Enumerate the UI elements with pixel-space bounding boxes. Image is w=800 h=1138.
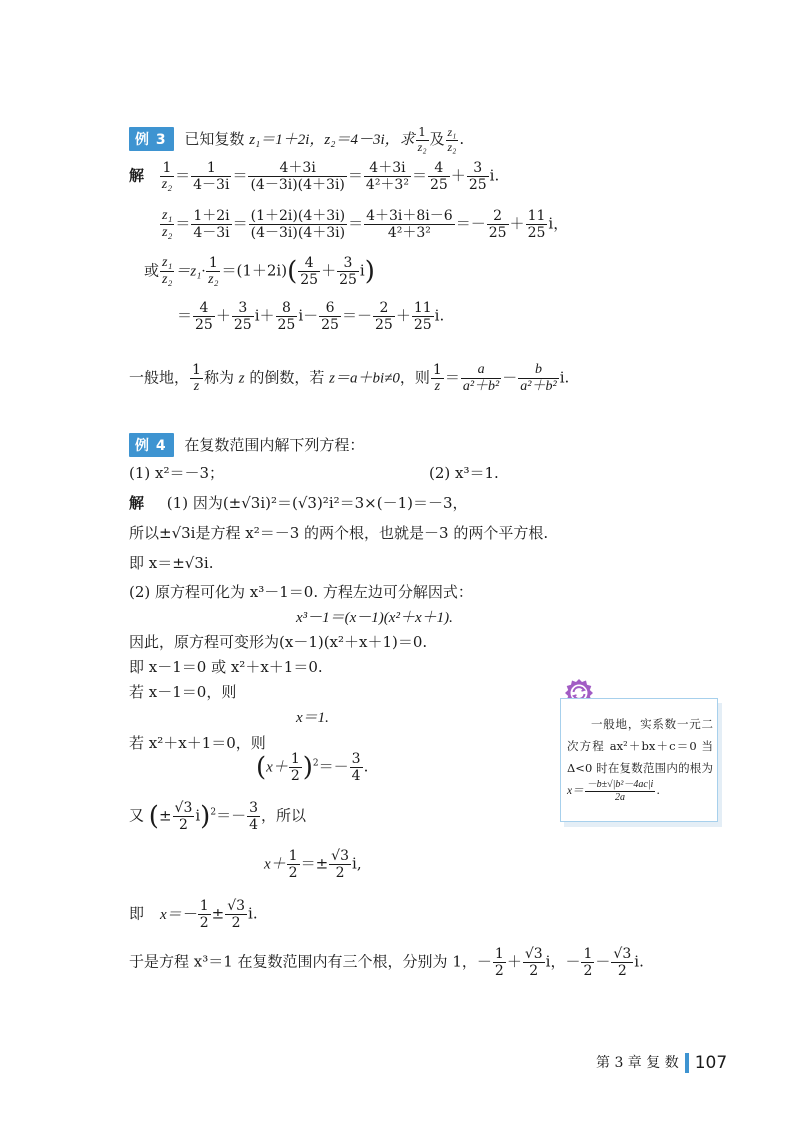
solve-label: 解 <box>129 166 145 185</box>
solution-line-6: 因此，原方程可变形为(x－1)(x²＋x＋1)＝0. <box>129 633 428 651</box>
solution-line-1: 解 (1) 因为(±√3i)²＝(√3)²i²＝3×(－1)＝－3， <box>129 494 468 512</box>
question-2: (2) x³＝1. <box>429 464 499 482</box>
solution-line-10: 若 x²＋x＋1＝0，则 <box>129 734 266 752</box>
example-4-badge: 例 4 <box>129 433 174 457</box>
footer-bar <box>685 1053 689 1073</box>
side-note: 一般地，实系数一元二次方程 ax²＋bx＋c＝0 当 Δ<0 时在复数范围内的根为 x＝ $\frac{\text{－b±√|b²－4ac|i}}{2a}$ . <box>560 698 718 822</box>
solution-line-4: (2) 原方程可化为 x³－1＝0. 方程左边可分解因式： <box>129 583 473 601</box>
general-statement: 一般地， $\frac{1}{z}$ 称为 z 的倒数，若 z＝a＋bi≠0，则 $\frac{1}{z}$ ＝ $\frac{a}{\text{a²＋b²}}$ － $\frac{b}{\text{a²＋b²}}$ i. <box>129 362 570 395</box>
conclusion: 于是方程 x³＝1 在复数范围内有三个根，分别为 1，－ $\frac{1}{2}$ ＋ $\frac{√3}{2}$ i，－ $\frac{1}{2}$ － $\frac{√3}{2}$ i. <box>129 946 644 980</box>
solution-line-14: 即 x＝－ $\frac{1}{2}$ ± $\frac{√3}{2}$ i. <box>129 898 258 932</box>
side-note-text: 一般地，实系数一元二次方程 ax²＋bx＋c＝0 当 Δ<0 时在复数范围内的根为 <box>567 717 713 775</box>
question-1: (1) x²＝－3； <box>129 464 225 482</box>
solution-line-12: 又 (± $\frac{√3}{2}$ i)$^2$＝－ $\frac{3}{4}$ ，所以 <box>129 800 307 834</box>
example-3-line-4: ＝ $\frac{4}{25}$ ＋ $\frac{3}{25}$ i＋ $\frac{8}{25}$ i－ $\frac{6}{25}$ ＝－ $\frac{2}{25}$ ＋ $\frac{11}{25}$ i. <box>177 300 445 334</box>
example-3-badge: 例 3 <box>129 127 174 151</box>
solution-line-8: 若 x－1＝0，则 <box>129 683 237 701</box>
solution-line-7: 即 x－1＝0 或 x²＋x＋1＝0. <box>129 658 323 676</box>
solution-line-9: x＝1. <box>296 710 329 726</box>
example-3-line-1: 解 $\frac{1}{\text{z₂}}$ ＝ $\frac{1}{4-3i}$ ＝ $\frac{4+3i}{(4-3i)(4+3i)}$ ＝ $\frac{4+3i}{\text{4²＋3²}}$ ＝ $\frac{4}{25}$ ＋ $\frac{3}{25}$ i. <box>129 160 500 194</box>
example-4-header <box>129 433 364 457</box>
example-3-line-3: 或 $\frac{\text{z₁}}{\text{z₂}}$ ＝z₁· $\frac{1}{\text{z₂}}$ ＝(1＋2i)( $\frac{4}{25}$ ＋ $\frac{3}{25}$ i) <box>144 255 375 289</box>
example-3-statement: 已知复数 z₁＝1＋2i，z₂＝4－3i，求 $\frac{1}{\text{z₂}}$ 及 $\frac{\text{z₁}}{\text{z₂}}$ . <box>184 125 465 154</box>
page-footer <box>596 1052 727 1073</box>
example-4-statement: 在复数范围内解下列方程： <box>184 436 365 454</box>
page-number: 107 <box>694 1053 728 1073</box>
solution-line-13: x＋ $\frac{1}{2}$ ＝± $\frac{√3}{2}$ i, <box>264 848 362 882</box>
solution-line-2: 所以±√3i是方程 x²＝－3 的两个根，也就是－3 的两个平方根. <box>129 524 549 542</box>
example-3-line-2: $\frac{\text{z₁}}{\text{z₂}}$ ＝ $\frac{1+2i}{4-3i}$ ＝ $\frac{(1+2i)(4+3i)}{(4-3i)(4+3i)}$ ＝ $\frac{4+3i+8i-6}{\text{4²＋3²}}$ ＝－ $\frac{2}{25}$ ＋ $\frac{11}{25}$ i， <box>162 208 569 242</box>
solution-line-3: 即 x＝±√3i. <box>129 554 214 572</box>
chapter-label: 第 3 章 复 数 <box>596 1055 679 1071</box>
solution-line-11: (x＋ $\frac{1}{2}$ )$^2$＝－ $\frac{3}{4}$ . <box>256 751 369 785</box>
example-3-header <box>129 126 464 155</box>
solution-line-5: x³－1＝(x－1)(x²＋x＋1). <box>296 610 453 626</box>
